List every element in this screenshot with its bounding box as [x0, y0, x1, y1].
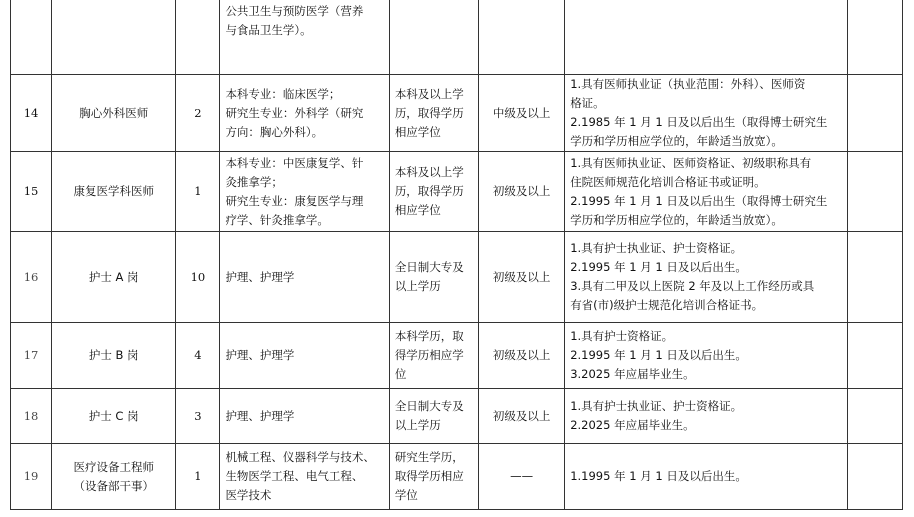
- other-requirements: 1.具有医师执业证（执业范围：外科）、医师资 格证。 2.1985 年 1 月 1 日及以后出生（取得博士研究生 学历和学历相应学位的，年龄适当放宽）。: [565, 75, 848, 152]
- title-requirement: [479, 0, 565, 75]
- row-number: 15: [11, 152, 52, 232]
- education-requirement: 全日制大专及 以上学历: [389, 232, 478, 323]
- title-requirement: 中级及以上: [479, 75, 565, 152]
- education-requirement: 本科学历，取 得学历相应学 位: [389, 323, 478, 389]
- table-row: [11, 232, 903, 323]
- table-row: [11, 75, 903, 152]
- title-requirement: ——: [479, 444, 565, 510]
- other-requirements: [565, 0, 848, 75]
- table-row: [11, 0, 903, 75]
- position-name: 护士 A 岗: [52, 232, 176, 323]
- education-requirement: 研究生学历， 取得学历相应 学位: [389, 444, 478, 510]
- table-row: [11, 444, 903, 510]
- other-requirements: 1.具有医师执业证、医师资格证、初级职称具有 住院医师规范化培训合格证书或证明。 2.1995 年 1 月 1 日及以后出生（取得博士研究生 学历和学历相应学位的，年龄适当放宽）。: [565, 152, 848, 232]
- major-requirement: 本科专业：临床医学； 研究生专业：外科学（研究 方向：胸心外科）。: [220, 75, 389, 152]
- education-requirement: [389, 0, 478, 75]
- headcount: 3: [176, 389, 220, 444]
- row-number: 17: [11, 323, 52, 389]
- headcount: 1: [176, 444, 220, 510]
- headcount: 2: [176, 75, 220, 152]
- major-requirement: 本科专业：中医康复学、针 灸推拿学； 研究生专业：康复医学与理 疗学、针灸推拿学。: [220, 152, 389, 232]
- education-requirement: 本科及以上学 历，取得学历 相应学位: [389, 152, 478, 232]
- education-requirement: 本科及以上学 历，取得学历 相应学位: [389, 75, 478, 152]
- other-requirements: 1.具有护士执业证、护士资格证。 2.1995 年 1 月 1 日及以后出生。 3.具有二甲及以上医院 2 年及以上工作经历或具 有省(市)级护士规范化培训合格证书。: [565, 232, 848, 323]
- remark-cell: [847, 389, 902, 444]
- table-row: [11, 389, 903, 444]
- remark-cell: [847, 444, 902, 510]
- row-number: 19: [11, 444, 52, 510]
- major-requirement: 机械工程、仪器科学与技术、 生物医学工程、电气工程、 医学技术: [220, 444, 389, 510]
- remark-cell: [847, 75, 902, 152]
- headcount: 4: [176, 323, 220, 389]
- headcount: [176, 0, 220, 75]
- remark-cell: [847, 323, 902, 389]
- row-number: 16: [11, 232, 52, 323]
- position-name: [52, 0, 176, 75]
- row-number: 18: [11, 389, 52, 444]
- major-requirement: 护理、护理学: [220, 323, 389, 389]
- position-name: 医疗设备工程师 （设备部干事）: [52, 444, 176, 510]
- position-name: 胸心外科医师: [52, 75, 176, 152]
- title-requirement: 初级及以上: [479, 389, 565, 444]
- other-requirements: 1.1995 年 1 月 1 日及以后出生。: [565, 444, 848, 510]
- major-requirement: 护理、护理学: [220, 389, 389, 444]
- title-requirement: 初级及以上: [479, 232, 565, 323]
- other-requirements: 1.具有护士执业证、护士资格证。 2.2025 年应届毕业生。: [565, 389, 848, 444]
- position-name: 康复医学科医师: [52, 152, 176, 232]
- headcount: 10: [176, 232, 220, 323]
- row-number: 14: [11, 75, 52, 152]
- major-requirement: 公共卫生与预防医学（营养 与食品卫生学）。: [220, 0, 389, 75]
- position-name: 护士 C 岗: [52, 389, 176, 444]
- title-requirement: 初级及以上: [479, 152, 565, 232]
- table-row: [11, 152, 903, 232]
- major-requirement: 护理、护理学: [220, 232, 389, 323]
- other-requirements: 1.具有护士资格证。 2.1995 年 1 月 1 日及以后出生。 3.2025 年应届毕业生。: [565, 323, 848, 389]
- table-row: [11, 323, 903, 389]
- remark-cell: [847, 0, 902, 75]
- position-name: 护士 B 岗: [52, 323, 176, 389]
- title-requirement: 初级及以上: [479, 323, 565, 389]
- remark-cell: [847, 232, 902, 323]
- remark-cell: [847, 152, 902, 232]
- row-number: [11, 0, 52, 75]
- headcount: 1: [176, 152, 220, 232]
- recruitment-table: [10, 0, 903, 510]
- education-requirement: 全日制大专及 以上学历: [389, 389, 478, 444]
